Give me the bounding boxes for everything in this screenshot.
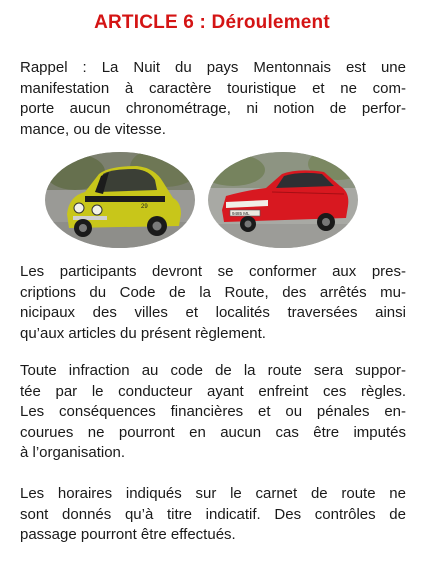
paragraph-line: passage pourront être effectués.	[20, 526, 236, 543]
paragraph-line: porte aucun chronométrage, ni notion de perfor-	[20, 100, 406, 117]
paragraph-line: courues ne pourront en aucun cas être imputés	[20, 423, 406, 441]
paragraph-line: Rappel : La Nuit du pays Mentonnais est une	[20, 59, 406, 76]
participants-paragraph	[20, 262, 406, 344]
paragraph-line: criptions du Code de la Route, des arrêtés mu-	[20, 283, 406, 301]
paragraph-line: mance, ou de vitesse.	[20, 120, 166, 138]
paragraph-line: à l’organisation.	[20, 444, 126, 461]
paragraph-line: Les horaires indiqués sur le carnet de route ne	[20, 485, 406, 502]
paragraph-line: Les conséquences financières et ou pénales en-	[20, 403, 406, 420]
infractions-paragraph	[20, 361, 406, 464]
paragraph-line: qu’aux articles du présent règlement.	[20, 324, 266, 342]
intro-paragraph	[20, 58, 406, 140]
paragraph-line: sont donnés qu’à titre indicatif. Des contrôles de	[20, 505, 406, 523]
yellow-rally-car-photo	[45, 152, 195, 248]
paragraph-line: manifestation à caractère touristique et ne com-	[20, 79, 406, 97]
schedule-paragraph	[20, 484, 406, 546]
svg-text:9485 ML: 9485 ML	[232, 211, 250, 216]
paragraph-line: Les participants devront se conformer aux pres-	[20, 263, 406, 280]
paragraph-line: Toute infraction au code de la route sera suppor-	[20, 362, 406, 379]
paragraph-line: nicipaux des villes et localités traversées ainsi	[20, 304, 406, 321]
article-title: ARTICLE 6 : Déroulement	[94, 12, 330, 33]
svg-text:29: 29	[141, 204, 148, 210]
paragraph-line: tée par le conducteur ayant enfreint ces règles.	[20, 382, 406, 400]
red-coupe-car-photo	[208, 152, 358, 248]
